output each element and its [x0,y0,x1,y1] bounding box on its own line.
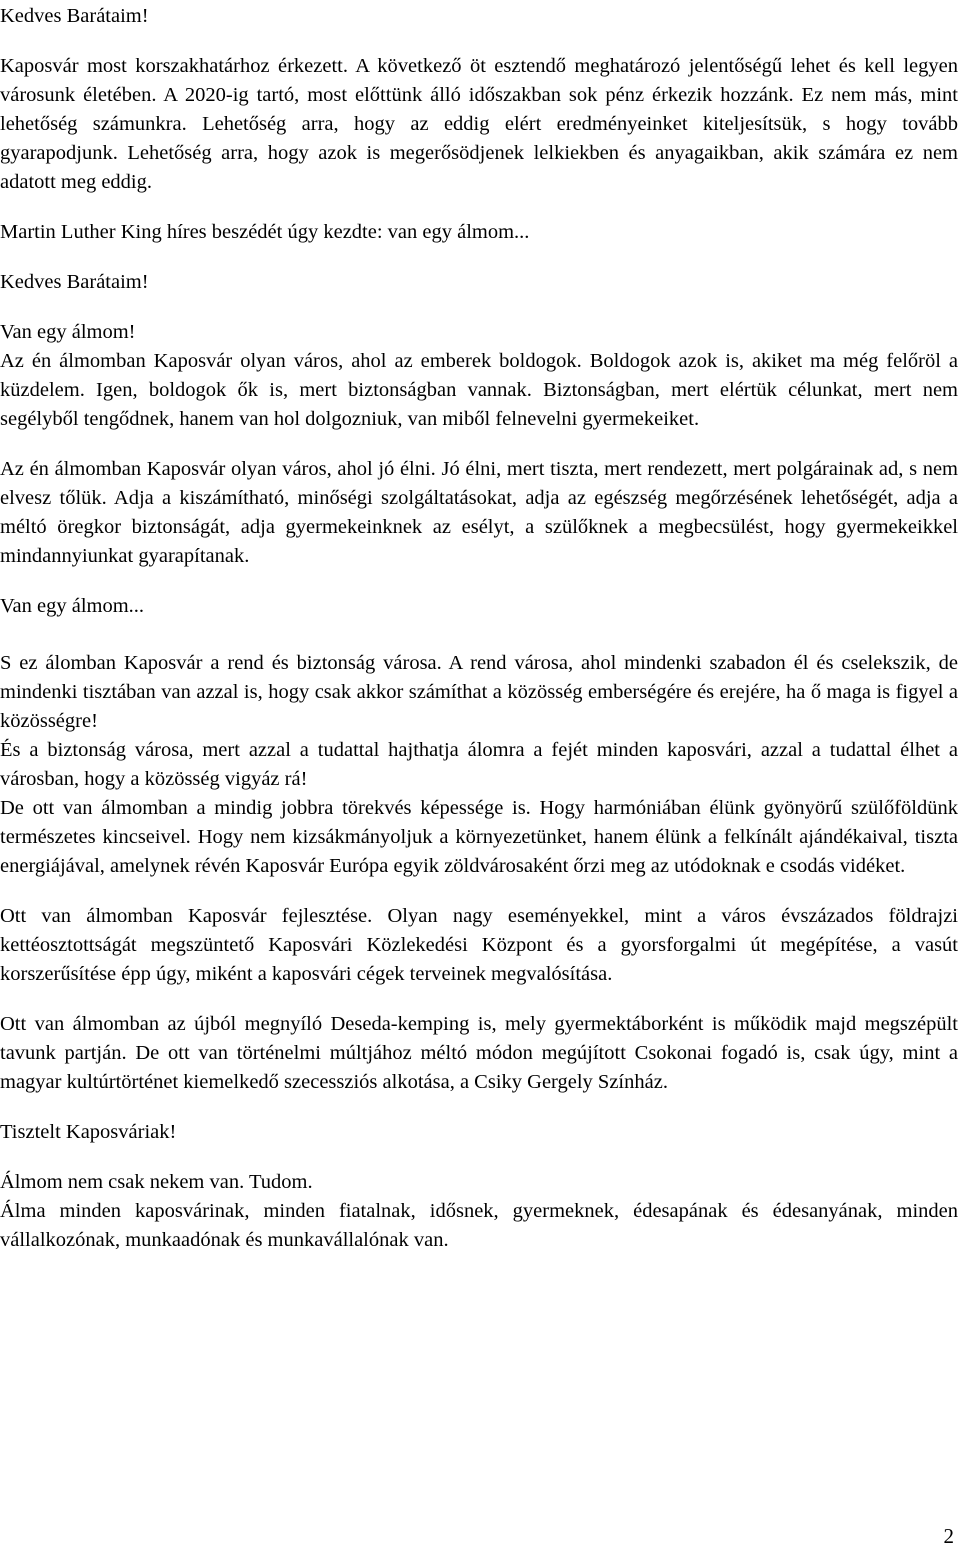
greeting: Kedves Barátaim! [0,5,149,27]
paragraph-intro: Kaposvár most korszakhatárhoz érkezett. A következő öt esztendő meghatározó jelentőségű lehet és kell legyen városunk életében. A 2020-ig tartó, most előttünk álló időszakban sok pénz érkezik hozzánk. Ez nem más, mint lehetőség számunkra. Lehetőség arra, hogy az eddig elért eredményeinket kiteljesítsük, s hogy tovább gyarapodjunk. Lehetőség arra, hogy azok is megerősödjenek lelkiekben és anyagaikban, akik számára ez nem adatott meg eddig. [0,55,958,193]
salutation: Tisztelt Kaposváriak! [0,1121,177,1143]
paragraph-security-city: És a biztonság városa, mert azzal a tudattal hajthatja álomra a fejét minden kaposvári, azzal a tudattal élhet a városban, hogy a közösség vigyáz rá! [0,739,958,790]
paragraph-dream-heading: Van egy álmom! [0,321,136,343]
paragraph-happy-city: Az én álmomban Kaposvár olyan város, ahol az emberek boldogok. Boldogok azok is, akiket ma még felőröl a küzdelem. Igen, boldogok ők is, mert biztonságban vannak. Biztonságban, mert elértük célunkat, mert nem segélyből tengődnek, hanem van hol dolgozniuk, van miből felnevelni gyermekeiket. [0,350,958,430]
greeting-repeat: Kedves Barátaim! [0,271,149,293]
paragraph-dream-repeat: Van egy álmom... [0,595,145,617]
paragraph-good-to-live: Az én álmomban Kaposvár olyan város, ahol jó élni. Jó élni, mert tiszta, mert rendezett, mert polgárainak ad, s nem elvesz tőlük. Adja a kiszámítható, minőségi szolgáltatásokat, adja az egészség megőrzésének lehetőségét, adja a méltó öregkor biztonságát, adja gyermekeinknek az esélyt, a szülőknek a megbecsülést, hogy gyermekeikkel mindannyiunkat gyarapítanak. [0,458,958,567]
paragraph-not-only-mine: Álmom nem csak nekem van. Tudom. [0,1171,313,1193]
paragraph-everyones-dream: Álma minden kaposvárinak, minden fiatalnak, idősnek, gyermeknek, édesapának és édesanyának, minden vállalkozónak, munkaadónak és munkavállalónak van. [0,1200,958,1251]
paragraph-green-city: De ott van álmomban a mindig jobbra törekvés képessége is. Hogy harmóniában élünk gyönyörű szülőföldünk természetes kincseivel. Hogy nem kizsákmányoljuk a környezetünket, hanem élünk a felkínált ajándékaival, tiszta energiájával, amelynek révén Kaposvár Európa egyik zöldvárosaként őrzi meg az utódoknak e csodás vidéket. [0,797,958,877]
document-page [0,2,958,1255]
paragraph-order-security: S ez álomban Kaposvár a rend és biztonság városa. A rend városa, ahol mindenki szabadon él és cselekszik, de mindenki tisztában van azzal is, hogy csak akkor számíthat a közösség emberségére és erejére, ha ő maga is figyel a közösségre! [0,652,958,732]
page-number: 2 [943,1524,954,1548]
paragraph-development: Ott van álmomban Kaposvár fejlesztése. Olyan nagy eseményekkel, mint a város évszázados földrajzi kettéosztottságát megszüntető Kaposvári Közlekedési Központ és a gyorsforgalmi út megépítése, a vasút korszerűsítése épp úgy, miként a kaposvári cégek terveinek megvalósítása. [0,905,958,985]
paragraph-deseda-csokonai: Ott van álmomban az újból megnyíló Deseda-kemping is, mely gyermektáborként is működik majd megszépült tavunk partján. De ott van történelmi múltjához méltó módon megújított Csokonai fogadó is, csak úgy, mint a magyar kultúrtörténet kiemelkedő szecessziós alkotása, a Csiky Gergely Színház. [0,1013,958,1093]
paragraph-mlk-quote: Martin Luther King híres beszédét úgy kezdte: van egy álmom... [0,221,530,243]
